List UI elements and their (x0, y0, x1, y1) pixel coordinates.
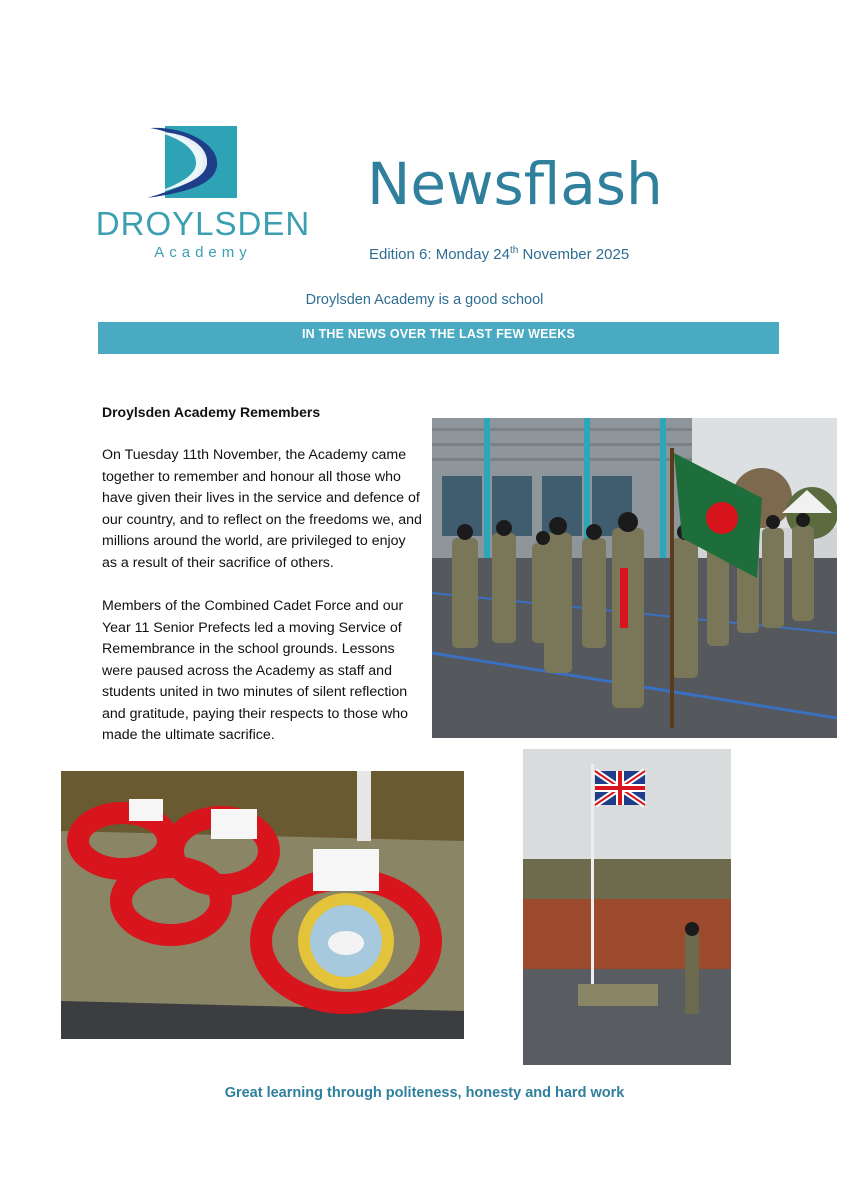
photo-poppy-wreaths (61, 771, 464, 1039)
photo-union-flag (523, 749, 731, 1065)
article-paragraph-1: On Tuesday 11th November, the Academy came together to remember and honour all those who have given their lives in the service and defence of our country, and to reflect on the freedoms we, and millions around the world, are privileged to enjoy as a result of their sacrifice of others. (102, 447, 422, 571)
edition-sup: th (509, 245, 519, 256)
photo-cadet-parade (432, 418, 837, 738)
footer-motto: Great learning through politeness, honesty and hard work (224, 1085, 625, 1101)
tagline-text: Droylsden Academy is a good school (305, 292, 544, 308)
logo-sub: Academy (154, 244, 252, 261)
article-heading: Droylsden Academy Remembers (102, 404, 321, 420)
tagline (0, 292, 849, 308)
article-paragraph-2: Members of the Combined Cadet Force and our Year 11 Senior Prefects led a moving Service of Remembrance in the school grounds. Lessons were paused across the Academy as staff and students united in two minutes of silent reflection and gratitude, paying their respects to those who made the ultimate sacrifice. (102, 598, 409, 743)
newsletter-title: Newsflash (367, 150, 663, 218)
edition-suffix: November 2025 (518, 246, 630, 263)
section-banner (98, 322, 779, 354)
edition-prefix: Edition 6: Monday 24 (369, 246, 510, 263)
banner-text: IN THE NEWS OVER THE LAST FEW WEEKS (302, 327, 575, 341)
logo-name: DROYLSDEN (95, 205, 311, 242)
academy-logo-mark (145, 126, 237, 198)
edition-line (369, 245, 629, 263)
